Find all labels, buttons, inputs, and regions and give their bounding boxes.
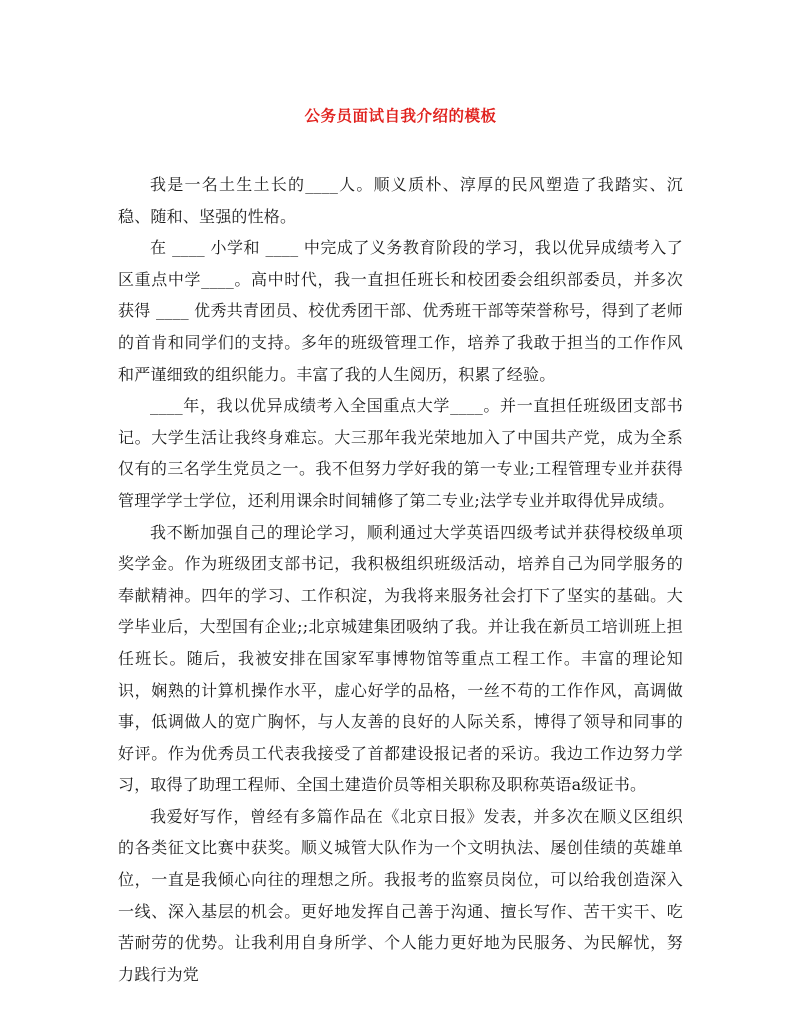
paragraph-writing: 我爱好写作，曾经有多篇作品在《北京日报》发表，并多次在顺义区组织的各类征文比赛中获奖。顺义城管大队作为一个文明执法、屡创佳绩的英雄单位，一直是我倾心向往的理想之所。我报考的监察员岗位，可以给我创造深入一线、深入基层的机会。更好地发挥自己善于沟通、擅长写作、苦干实干、吃苦耐劳的优势。让我利用自身所学、个人能力更好地为民服务、为民解忧，努力践行为党 [118, 806, 683, 984]
document-title: 公务员面试自我介绍的模板 [304, 107, 497, 125]
paragraph-university: ____年，我以优异成绩考入全国重点大学____。并一直担任班级团支部书记。大学生活让我终身难忘。大三那年我光荣地加入了中国共产党，成为全系仅有的三名学生党员之一。我不但努力学好我的第一专业;工程管理专业并获得管理学学士学位，还利用课余时间辅修了第二专业;法学专业并取得优异成绩。 [118, 396, 683, 510]
document-page [118, 0, 683, 990]
paragraph-school: 在 ____ 小学和 ____ 中完成了义务教育阶段的学习，我以优异成绩考入了区重点中学____。高中时代，我一直担任班长和校团委会组织部委员，并多次获得 ____ 优秀共青团员、校优秀团干部、优秀班干部等荣誉称号，得到了老师的首肯和同学们的支持。多年的班级管理工作，培养了我敢于担当的工作作风和严谨细致的组织能力。丰富了我的人生阅历，积累了经验。 [118, 238, 683, 384]
paragraph-intro: 我是一名土生土长的____人。顺义质朴、淳厚的民风塑造了我踏实、沉稳、随和、坚强的性格。 [118, 175, 683, 226]
paragraph-work: 我不断加强自己的理论学习，顺利通过大学英语四级考试并获得校级单项奖学金。作为班级团支部书记，我积极组织班级活动，培养自己为同学服务的奉献精神。四年的学习、工作积淀，为我将来服务社会打下了坚实的基础。大学毕业后，大型国有企业;;北京城建集团吸纳了我。并让我在新员工培训班上担任班长。随后，我被安排在国家军事博物馆等重点工程工作。丰富的理论知识，娴熟的计算机操作水平，虚心好学的品格，一丝不苟的工作作风，高调做事，低调做人的宽广胸怀，与人友善的良好的人际关系，博得了领导和同事的好评。作为优秀员工代表我接受了首都建设报记者的采访。我边工作边努力学习，取得了助理工程师、全国土建造价员等相关职称及职称英语a级证书。 [118, 522, 683, 795]
document-body [118, 169, 683, 990]
